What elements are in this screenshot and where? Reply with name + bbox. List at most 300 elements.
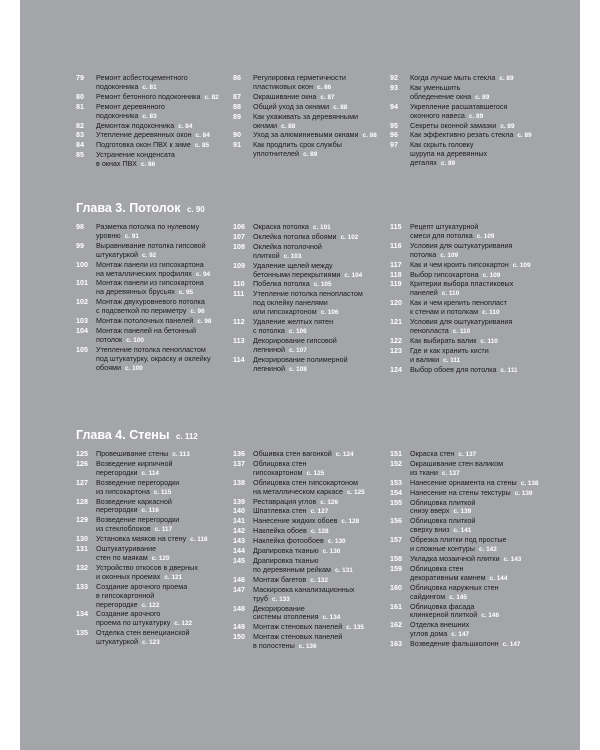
entry-title xyxy=(96,223,226,242)
entry-page-ref: с. 94 xyxy=(195,270,211,278)
entry-number: 86 xyxy=(233,73,241,82)
entry-page-ref: с. 88 xyxy=(281,122,296,130)
entry-number: 153 xyxy=(390,477,402,487)
entry-number: 135 xyxy=(76,628,88,638)
entry-title xyxy=(253,141,383,160)
entry-number: 147 xyxy=(233,584,245,594)
entry-title-text: Облицовка плиткой xyxy=(410,516,476,526)
entry-number: 88 xyxy=(233,101,241,111)
entry-title-text: Шпатлевка стен xyxy=(253,506,307,516)
entry-title-text: Как скрыть головку xyxy=(410,140,474,150)
toc-entry[interactable] xyxy=(233,290,383,318)
toc-entry[interactable] xyxy=(76,346,226,374)
entry-number: 82 xyxy=(76,120,84,130)
entry-title-text: Регулировка герметичности xyxy=(253,73,346,82)
entry-title xyxy=(410,141,550,169)
entry-title xyxy=(96,327,226,346)
toc-entry[interactable] xyxy=(390,299,550,318)
entry-title-text: Монтаж панели из гипсокартона xyxy=(96,259,204,269)
entry-title-line xyxy=(96,638,226,648)
entry-page-ref: с. 89 xyxy=(517,132,532,140)
entry-number: 111 xyxy=(233,289,245,299)
entry-page-ref: с. 147 xyxy=(451,631,470,639)
entry-number: 95 xyxy=(390,120,398,130)
entry-title-text: Подготовка окон ПВХ к зиме xyxy=(96,140,191,150)
entry-number: 128 xyxy=(76,496,88,506)
toc-column xyxy=(390,74,550,169)
entry-title-text: Возведение перегородки xyxy=(96,477,180,487)
toc-entry[interactable] xyxy=(233,356,383,375)
entry-title-text: перегородке xyxy=(96,599,138,609)
entry-number: 143 xyxy=(233,536,245,546)
entry-page-ref: с. 91 xyxy=(124,232,139,240)
toc-entry[interactable] xyxy=(233,605,383,624)
entry-page-ref: с. 84 xyxy=(178,122,193,130)
entry-page-ref: с. 123 xyxy=(142,639,160,647)
chapter-heading xyxy=(76,201,205,215)
entry-title-text: Ремонт деревянного xyxy=(96,101,165,111)
toc-entry[interactable] xyxy=(76,516,226,535)
entry-page-ref: с. 117 xyxy=(154,526,173,534)
entry-title-text: Драпировка тканью xyxy=(253,555,319,565)
entry-title xyxy=(253,262,383,281)
entry-page-ref: с. 102 xyxy=(340,233,359,241)
entry-number: 160 xyxy=(390,582,402,592)
toc-entry[interactable] xyxy=(76,498,226,517)
entry-page-ref: с. 128 xyxy=(341,518,360,526)
entry-title-text: или гипсокартоном xyxy=(253,307,317,317)
entry-title-text: Нанесение жидких обоев xyxy=(253,516,338,526)
entry-title xyxy=(96,103,226,122)
chapter-heading xyxy=(76,428,198,442)
toc-column xyxy=(390,223,550,376)
entry-title-text: Нанесение орнамента на стены xyxy=(410,477,517,487)
entry-page-ref: с. 139 xyxy=(514,489,533,497)
entry-page-ref: с. 88 xyxy=(362,132,377,140)
entry-title-line xyxy=(96,364,226,374)
entry-title-text: Разметка потолка по нулевому xyxy=(96,222,200,231)
entry-title-text: перегородки xyxy=(96,505,138,515)
toc-entry[interactable] xyxy=(390,366,550,376)
entry-page-ref: с. 135 xyxy=(346,624,364,632)
entry-title xyxy=(253,633,383,652)
entry-title-text: Как ухаживать за деревянными xyxy=(253,111,359,121)
toc-entry[interactable] xyxy=(390,223,550,242)
entry-title-text: Обшивка стен вагонкой xyxy=(253,449,332,458)
toc-entry[interactable] xyxy=(390,621,550,640)
entry-title-text: пластиковых окон xyxy=(253,81,313,91)
entry-page-ref: с. 105 xyxy=(313,281,332,289)
entry-page-ref: с. 120 xyxy=(151,554,170,562)
entry-page-ref: с. 118 xyxy=(190,536,208,544)
entry-page-ref: с. 124 xyxy=(335,451,354,458)
chapter-title: Глава 4. Стены xyxy=(76,428,170,442)
toc-entry[interactable] xyxy=(390,242,550,261)
toc-entry[interactable] xyxy=(76,545,226,564)
entry-title xyxy=(96,564,226,583)
toc-entry[interactable] xyxy=(233,262,383,281)
entry-title-text: Общий уход за окнами xyxy=(253,101,330,111)
entry-page-ref: с. 106 xyxy=(288,327,307,335)
entry-title-text: под оклейку панелями xyxy=(253,298,328,308)
entry-title-line xyxy=(253,365,383,375)
entry-title-text: по деревянным рейкам xyxy=(253,564,331,574)
toc-entry[interactable] xyxy=(233,113,383,132)
toc-entry[interactable] xyxy=(76,261,226,280)
entry-title xyxy=(253,113,383,132)
toc-entry[interactable] xyxy=(76,564,226,583)
entry-title-text: из стеклоблоков xyxy=(96,524,151,534)
entry-page-ref: с. 115 xyxy=(153,488,172,496)
toc-entry[interactable] xyxy=(233,460,383,479)
entry-number: 112 xyxy=(233,317,245,327)
toc-column xyxy=(233,450,383,652)
entry-title-text: Как и чем крепить пенопласт xyxy=(410,298,507,308)
entry-title xyxy=(96,346,226,374)
entry-title xyxy=(410,242,550,261)
toc-entry[interactable] xyxy=(233,337,383,356)
entry-page-ref: с. 89 xyxy=(475,93,490,101)
entry-page-ref: с. 146 xyxy=(481,612,500,620)
entry-title-text: Как эффективно резать стекла xyxy=(410,130,514,140)
entry-page-ref: с. 111 xyxy=(500,366,518,374)
entry-number: 150 xyxy=(233,632,245,642)
entry-title-text: панелей xyxy=(410,288,438,298)
entry-title xyxy=(410,536,550,555)
toc-entry[interactable] xyxy=(390,536,550,555)
entry-page-ref: с. 89 xyxy=(303,151,318,159)
entry-number: 81 xyxy=(76,101,84,111)
entry-page-ref: с. 84 xyxy=(195,132,210,140)
entry-title-text: и оконных проемах xyxy=(96,571,161,581)
entry-page-ref: с. 110 xyxy=(441,290,460,298)
entry-title xyxy=(253,479,383,498)
entry-title-text: Монтаж двухуровневого потолка xyxy=(96,297,205,307)
entry-page-ref: с. 130 xyxy=(322,548,341,556)
toc-entry[interactable] xyxy=(390,347,550,366)
entry-number: 130 xyxy=(76,534,88,544)
entry-page-ref: с. 109 xyxy=(512,261,531,269)
entry-title-text: Отделка внешних xyxy=(410,620,470,630)
entry-title-text: Где и как хранить кисти xyxy=(410,345,489,355)
entry-title-text: на металлическом каркасе xyxy=(253,486,343,496)
entry-page-ref: с. 131 xyxy=(335,566,353,574)
toc-entry[interactable] xyxy=(233,633,383,652)
entry-title xyxy=(96,583,226,611)
toc-entry[interactable] xyxy=(390,499,550,518)
entry-number: 99 xyxy=(76,240,84,250)
entry-title-text: потолка xyxy=(410,249,437,259)
entry-number: 133 xyxy=(76,581,88,591)
entry-number: 119 xyxy=(390,279,402,289)
entry-number: 101 xyxy=(76,278,88,288)
entry-page-ref: с. 143 xyxy=(503,555,522,563)
entry-title-line xyxy=(253,642,383,652)
entry-title-text: Возведение кирпичной xyxy=(96,458,173,468)
toc-entry[interactable] xyxy=(233,243,383,262)
entry-title-text: Устранение конденсата xyxy=(96,150,175,160)
entry-title-text: Выбор обоев для потолка xyxy=(410,364,497,374)
entry-title-text: Условия для оштукатуривания xyxy=(410,317,513,327)
entry-number: 151 xyxy=(390,449,402,458)
toc-column xyxy=(76,450,226,648)
entry-title xyxy=(253,243,383,262)
entry-title-text: Утепление деревянных окон xyxy=(96,130,192,140)
toc-entry[interactable] xyxy=(390,517,550,536)
page-bottom-band xyxy=(20,736,580,750)
toc-entry[interactable] xyxy=(390,141,550,169)
entry-number: 102 xyxy=(76,297,88,307)
entry-page-ref: с. 147 xyxy=(502,641,521,649)
entry-title-text: уровню xyxy=(96,230,121,240)
entry-title-text: труб xyxy=(253,593,268,603)
entry-title-text: и сложные контуры xyxy=(410,544,475,554)
entry-number: 138 xyxy=(233,477,245,487)
entry-number: 100 xyxy=(76,259,88,269)
entry-number: 96 xyxy=(390,130,398,140)
entry-title-text: обоями xyxy=(96,362,121,372)
entry-number: 125 xyxy=(76,449,88,458)
toc-entry[interactable] xyxy=(76,327,226,346)
entry-title-text: Драпировка тканью xyxy=(253,546,319,556)
entry-title-line xyxy=(410,159,550,169)
entry-title-line xyxy=(253,150,383,160)
entry-number: 117 xyxy=(390,259,402,269)
entry-page-ref: с. 114 xyxy=(141,469,159,477)
entry-page-ref: с. 86 xyxy=(316,83,332,91)
entry-title xyxy=(410,280,550,299)
entry-title-text: на деревянных брусьях xyxy=(96,287,175,297)
entry-number: 110 xyxy=(233,279,245,289)
entry-title xyxy=(410,584,550,603)
entry-title xyxy=(253,74,383,93)
entry-title xyxy=(253,586,383,605)
entry-page-ref: с. 132 xyxy=(310,576,329,584)
entry-title-text: Создание арочного xyxy=(96,609,161,619)
entry-title-text: Демонтаж подоконника xyxy=(96,120,175,130)
entry-title-text: из гипсокартона xyxy=(96,486,150,496)
entry-title-text: и валики xyxy=(410,354,440,364)
entry-number: 79 xyxy=(76,73,84,82)
entry-number: 131 xyxy=(76,544,88,554)
entry-title-text: плиткой xyxy=(253,250,280,260)
toc-entry[interactable] xyxy=(390,460,550,479)
entry-page-ref: с. 116 xyxy=(141,507,159,515)
entry-title-text: Облицовка плиткой xyxy=(410,497,476,507)
entry-page-ref: с. 127 xyxy=(310,508,329,516)
entry-title-text: Реставрация углов xyxy=(253,496,317,506)
entry-title-text: с потолка xyxy=(253,325,285,335)
entry-number: 124 xyxy=(390,364,402,374)
entry-title-text: Утепление потолка пенопластом xyxy=(253,289,363,299)
entry-page-ref: с. 137 xyxy=(441,469,460,477)
toc-entry[interactable] xyxy=(76,629,226,648)
toc-entry[interactable] xyxy=(76,298,226,317)
entry-page-ref: с. 144 xyxy=(489,574,508,582)
entry-title-text: в гипсокартонной xyxy=(96,590,155,600)
entry-title-text: стен по маякам xyxy=(96,552,148,562)
entry-title-text: Оклейка потолка обоями xyxy=(253,231,337,241)
entry-title-text: лепниной xyxy=(253,363,286,373)
toc-entry[interactable] xyxy=(233,141,383,160)
toc-entry[interactable] xyxy=(390,565,550,584)
entry-page-ref: с. 87 xyxy=(320,93,335,101)
toc-entry[interactable] xyxy=(233,479,383,498)
toc-entry[interactable] xyxy=(76,279,226,298)
entry-number: 155 xyxy=(390,497,402,507)
entry-title-text: в окнах ПВХ xyxy=(96,159,137,169)
entry-title xyxy=(410,347,550,366)
entry-page-ref: с. 109 xyxy=(482,271,501,279)
entry-number: 83 xyxy=(76,130,84,140)
entry-page-ref: с. 136 xyxy=(298,643,317,651)
entry-title-text: Обрезка плитки под простые xyxy=(410,535,507,545)
toc-entry[interactable] xyxy=(233,586,383,605)
entry-page-ref: с. 122 xyxy=(174,620,193,628)
entry-title-text: Облицовка фасада xyxy=(410,601,475,611)
entry-title xyxy=(253,356,383,375)
entry-title-text: подоконника xyxy=(96,110,139,120)
toc-entry[interactable] xyxy=(390,640,550,650)
entry-title-text: Ремонт бетонного подоконника xyxy=(96,91,201,101)
entry-title-text: Облицовка стен xyxy=(410,563,464,573)
entry-page-ref: с. 89 xyxy=(499,75,514,82)
entry-title xyxy=(96,460,226,479)
entry-title xyxy=(96,261,226,280)
entry-title xyxy=(96,516,226,535)
entry-title-text: гипсокартоном xyxy=(253,467,303,477)
entry-page-ref: с. 101 xyxy=(312,224,331,231)
entry-number: 162 xyxy=(390,620,402,630)
entry-title-text: штукатуркой xyxy=(96,249,138,259)
entry-title-text: потолок xyxy=(96,334,123,344)
entry-page-ref: с. 137 xyxy=(458,451,477,458)
entry-title xyxy=(410,603,550,622)
entry-number: 146 xyxy=(233,574,245,584)
entry-title-text: Монтаж стеновых панелей xyxy=(253,622,343,632)
toc-entry[interactable] xyxy=(390,318,550,337)
entry-title-text: уплотнителей xyxy=(253,149,300,159)
toc-entry[interactable] xyxy=(390,103,550,122)
toc-entry[interactable] xyxy=(76,610,226,629)
entry-page-ref: с. 81 xyxy=(142,83,157,91)
toc-entry[interactable] xyxy=(76,103,226,122)
entry-number: 157 xyxy=(390,535,402,545)
entry-title-text: Удаление щелей между xyxy=(253,260,333,270)
entry-number: 93 xyxy=(390,82,398,92)
entry-number: 145 xyxy=(233,555,245,565)
entry-title-text: Декорирование гипсовой xyxy=(253,335,337,345)
toc-entry[interactable] xyxy=(233,318,383,337)
entry-title-text: Монтаж стеновых панелей xyxy=(253,632,343,642)
entry-title-text: Как продлить срок службы xyxy=(253,140,342,150)
entry-page-ref: с. 92 xyxy=(142,251,157,259)
entry-title-text: Отделка стен венецианской xyxy=(96,628,190,638)
entry-number: 129 xyxy=(76,515,88,525)
entry-title-text: Создание арочного проема xyxy=(96,581,188,591)
toc-entry[interactable] xyxy=(390,84,550,103)
entry-page-ref: с. 89 xyxy=(440,160,456,168)
entry-page-ref: с. 141 xyxy=(453,527,472,535)
chapter-page-ref: с. 90 xyxy=(186,205,205,214)
toc-entry[interactable] xyxy=(390,603,550,622)
entry-page-ref: с. 122 xyxy=(141,601,160,609)
toc-entry[interactable] xyxy=(233,557,383,576)
entry-title-line xyxy=(410,366,550,376)
entry-number: 87 xyxy=(233,91,241,101)
entry-number: 152 xyxy=(390,458,402,468)
entry-number: 107 xyxy=(233,231,245,241)
entry-number: 116 xyxy=(390,240,402,250)
toc-entry[interactable] xyxy=(76,479,226,498)
entry-title-text: обледенение окна xyxy=(410,91,472,101)
chapter-title: Глава 3. Потолок xyxy=(76,201,181,215)
entry-title xyxy=(410,621,550,640)
entry-title-text: проема по штукатурку xyxy=(96,618,171,628)
entry-title xyxy=(96,242,226,261)
entry-page-ref: с. 85 xyxy=(194,142,210,150)
toc-entry[interactable] xyxy=(76,460,226,479)
toc-entry[interactable] xyxy=(390,584,550,603)
entry-title xyxy=(253,557,383,576)
entry-page-ref: с. 130 xyxy=(327,538,346,546)
entry-number: 108 xyxy=(233,241,245,251)
entry-number: 94 xyxy=(390,101,398,111)
toc-entry[interactable] xyxy=(76,151,226,170)
entry-title-text: Наклейка фотообоев xyxy=(253,536,324,546)
entry-title-text: Оклейка потолочной xyxy=(253,241,322,251)
entry-number: 136 xyxy=(233,449,245,458)
toc-column xyxy=(233,74,383,160)
entry-title xyxy=(96,279,226,298)
entry-title xyxy=(96,610,226,629)
entry-title-text: Облицовка стен xyxy=(253,458,307,468)
entry-title-text: Уход за алюминиевыми окнами xyxy=(253,130,359,140)
entry-page-ref: с. 88 xyxy=(333,103,348,111)
toc-entry[interactable] xyxy=(76,242,226,261)
entry-number: 90 xyxy=(233,130,241,140)
entry-title-text: Облицовка стен гипсокартоном xyxy=(253,477,358,487)
entry-number: 113 xyxy=(233,335,245,345)
toc-entry[interactable] xyxy=(76,74,226,93)
entry-page-ref: с. 106 xyxy=(320,309,339,317)
entry-number: 98 xyxy=(76,222,84,231)
entry-title-text: Нанесение на стены текстуры xyxy=(410,487,511,497)
entry-title xyxy=(96,298,226,317)
entry-title-text: снизу вверх xyxy=(410,506,450,516)
entry-page-ref: с. 121 xyxy=(164,573,183,581)
entry-page-ref: с. 103 xyxy=(283,252,302,260)
entry-page-ref: с. 107 xyxy=(289,346,307,354)
entry-title xyxy=(410,499,550,518)
entry-title-text: к стенам и потолкам xyxy=(410,307,479,317)
toc-entry[interactable] xyxy=(233,74,383,93)
entry-title-text: оконного навеса xyxy=(410,110,465,120)
toc-entry[interactable] xyxy=(390,280,550,299)
entry-title-text: перегородки xyxy=(96,467,138,477)
entry-page-ref: с. 83 xyxy=(142,112,157,120)
toc-entry[interactable] xyxy=(76,583,226,611)
entry-title-text: Выбор гипсокартона xyxy=(410,269,479,279)
entry-title xyxy=(410,223,550,242)
entry-title-text: Как выбирать валик xyxy=(410,335,477,345)
entry-page-ref: с. 142 xyxy=(478,546,497,554)
toc-entry[interactable] xyxy=(76,223,226,242)
entry-title-text: Выравнивание потолка гипсовой xyxy=(96,240,206,250)
entry-number: 109 xyxy=(233,260,245,270)
entry-title-text: с подсветкой по периметру xyxy=(96,306,187,316)
entry-title-text: Условия для оштукатуривания xyxy=(410,240,513,250)
